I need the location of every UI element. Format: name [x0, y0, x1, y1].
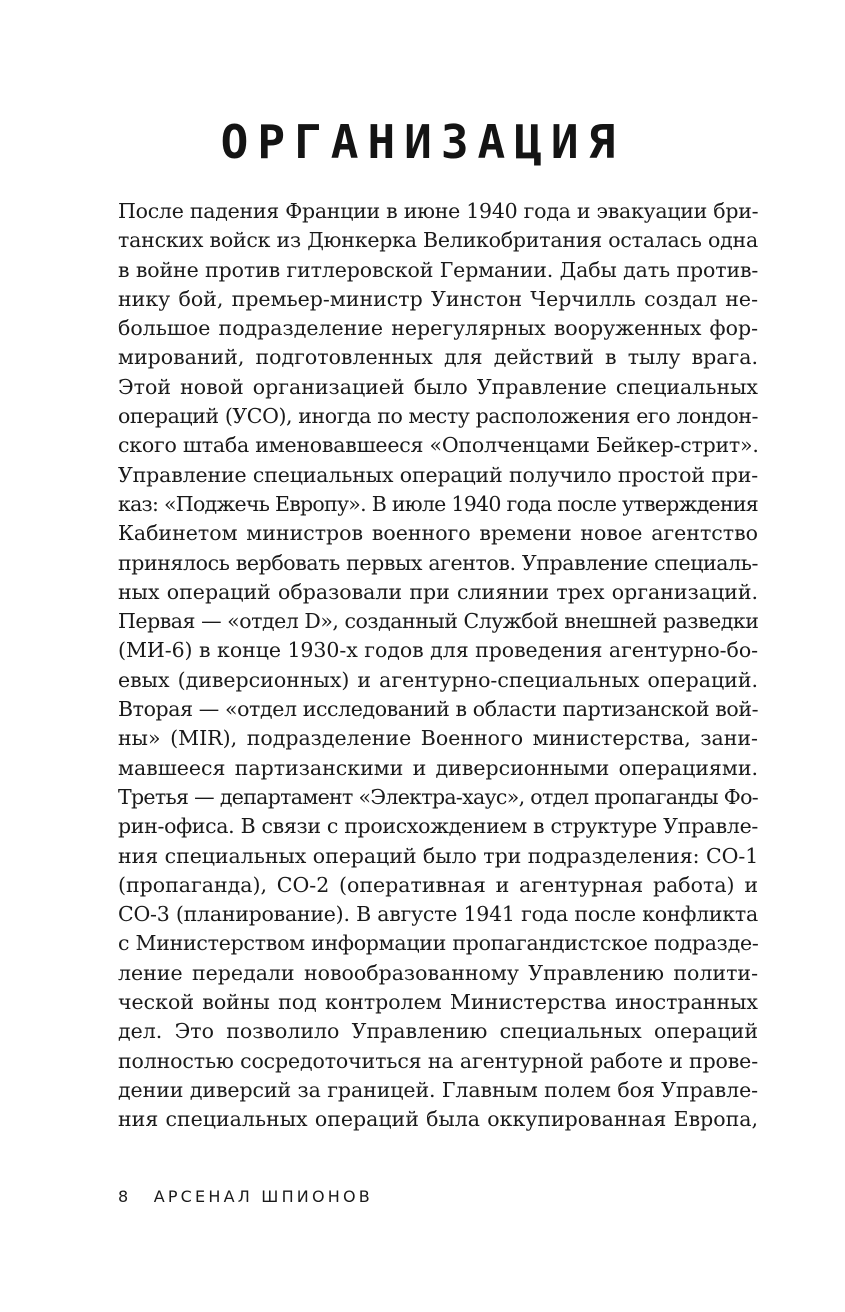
- text-line: ных операций образовали при слиянии трех организаций.: [118, 579, 758, 604]
- text-line: Третья — департамент «Электра-хаус», отдел пропаганды Фо-: [118, 784, 758, 809]
- text-line: ского штаба именовавшееся «Ополченцами Бейкер-стрит».: [118, 433, 759, 458]
- text-line: большое подразделение нерегулярных вооруженных фор-: [118, 316, 758, 341]
- text-line: ны» (MIR), подразделение Военного министерства, зани-: [118, 726, 758, 751]
- chapter-title: ОРГАНИЗАЦИЯ: [220, 115, 625, 169]
- text-line: принялось вербовать первых агентов. Управление специаль-: [118, 550, 758, 575]
- text-line: Первая — «отдел D», созданный Службой внешней разведки: [118, 609, 759, 634]
- text-line: ление передали новообразованному Управлению полити-: [118, 960, 758, 985]
- text-line: После падения Франции в июне 1940 года и эвакуации бри-: [118, 199, 759, 223]
- text-line: мавшееся партизанскими и диверсионными операциями.: [118, 755, 758, 780]
- text-line: нику бой, премьер-министр Уинстон Черчилль создал не-: [118, 286, 758, 311]
- text-line: рин-офиса. В связи с происхождением в структуре Управле-: [118, 814, 758, 839]
- text-line: ния специальных операций была оккупированная Европа,: [118, 1107, 758, 1132]
- text-line: с Министерством информации пропагандистское подразде-: [118, 931, 759, 956]
- text-line: дении диверсий за границей. Главным полем боя Управле-: [118, 1077, 758, 1102]
- text-line: мирований, подготовленных для действий в тылу врага.: [118, 345, 758, 370]
- page-number: 8: [118, 1187, 132, 1206]
- text-line: операций (УСО), иногда по месту расположения его лондон-: [118, 404, 758, 429]
- page-footer: [118, 1185, 373, 1209]
- text-line: ческой войны под контролем Министерства иностранных: [118, 990, 758, 1015]
- text-line: танских войск из Дюнкерка Великобритания осталась одна: [118, 228, 758, 253]
- text-line: каз: «Поджечь Европу». В июле 1940 года после утверждения: [118, 491, 758, 516]
- text-line: евых (диверсионных) и агентурно-специальных операций.: [118, 667, 758, 692]
- text-line: ния специальных операций было три подразделения: СО-1: [118, 843, 759, 868]
- body-text: [118, 197, 758, 1135]
- text-line: (МИ-6) в конце 1930-х годов для проведения агентурно-бо-: [118, 638, 758, 663]
- text-line: СО-3 (планирование). В августе 1941 года после конфликта: [118, 902, 758, 927]
- text-line: Вторая — «отдел исследований в области партизанской вой-: [118, 697, 759, 722]
- text-line: (пропаганда), СО-2 (оперативная и агентурная работа) и: [118, 872, 758, 897]
- text-line: Кабинетом министров военного времени новое агентство: [118, 521, 758, 546]
- text-line: в войне против гитлеровской Германии. Дабы дать против-: [118, 257, 759, 282]
- text-line: Управление специальных операций получило простой при-: [118, 462, 758, 487]
- text-line: дел. Это позволило Управлению специальных операций: [118, 1019, 758, 1044]
- running-title: АРСЕНАЛ ШПИОНОВ: [153, 1187, 373, 1206]
- text-line: полностью сосредоточиться на агентурной работе и прове-: [118, 1048, 758, 1073]
- text-line: Этой новой организацией было Управление специальных: [118, 374, 758, 399]
